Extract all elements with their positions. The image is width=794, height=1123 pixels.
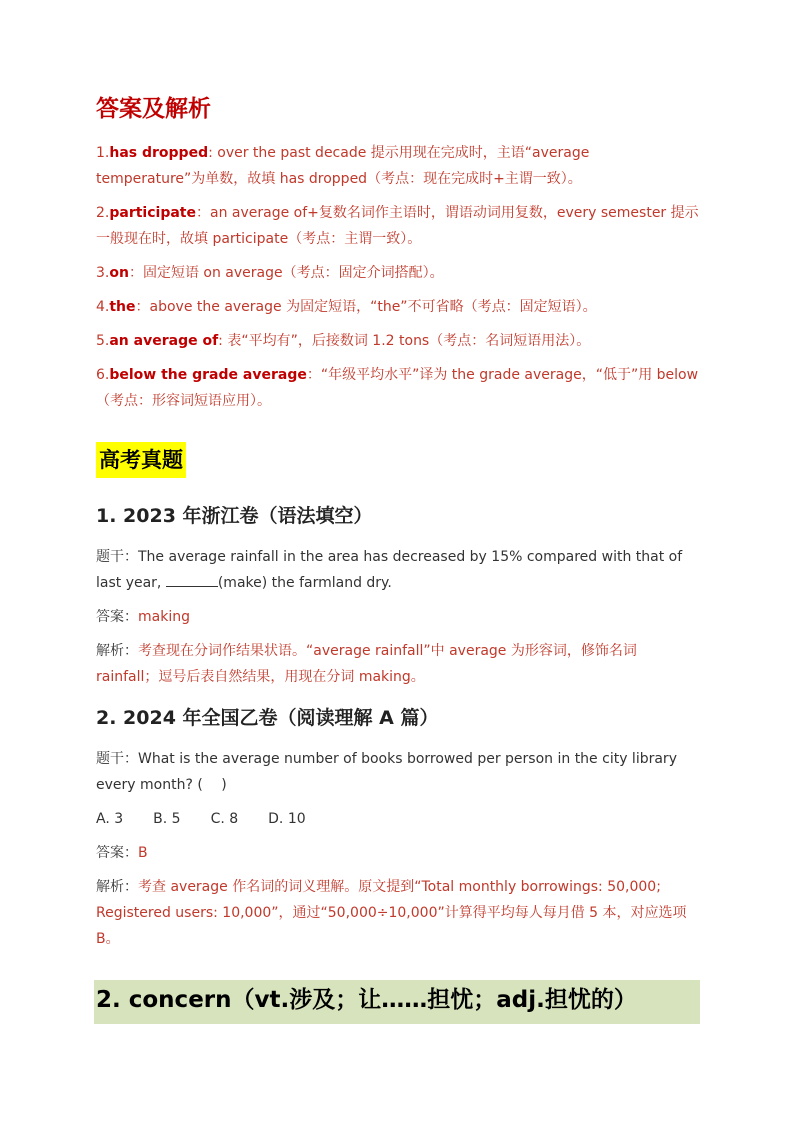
answer-item-1: 1.has dropped: over the past decade 提示用现在完成时，主语“average temperature”为单数，故填 has dropped（考点：现在完成时+主谓一致）。 xyxy=(96,145,590,187)
answer-item-2: 2.participate：an average of+复数名词作主语时，谓语动词用复数，every semester 提示一般现在时，故填 participate（考点：主谓一致）。 xyxy=(96,205,699,247)
question-2-analysis: 解析：考查 average 作名词的词义理解。原文提到“Total monthly borrowings: 50,000; Registered users: 10,000”，通过“50,000÷10,000”计算得平均每人每月借 5 本，对应选项 B。 xyxy=(96,879,687,947)
section-title: 高考真题 xyxy=(96,442,186,478)
answer-item-3: 3.on：固定短语 on average（考点：固定介词搭配）。 xyxy=(96,265,444,281)
question-1-title: 1. 2023 年浙江卷（语法填空） xyxy=(96,505,373,527)
answer-blank xyxy=(166,572,218,587)
choice-c: C. 8 xyxy=(210,811,239,827)
content xyxy=(96,92,700,960)
answer-item-5: 5.an average of: 表“平均有”，后接数词 1.2 tons（考点：名词短语用法）。 xyxy=(96,333,591,349)
choice-d: D. 10 xyxy=(268,811,306,827)
choice-b: B. 5 xyxy=(153,811,181,827)
question-1-stem: 题干：The average rainfall in the area has decreased by 15% compared with that of last year, (make) the farmland dry. xyxy=(96,549,683,591)
question-2-answer: 答案：B xyxy=(96,845,148,861)
answers-heading: 答案及解析 xyxy=(96,96,211,122)
next-section-heading-text: 2. concern（vt.涉及；让……担忧；adj.担忧的） xyxy=(96,987,637,1013)
answer-list xyxy=(96,140,700,414)
question-2-stem: 题干：What is the average number of books borrowed per person in the city library every month? ( ) xyxy=(96,751,677,793)
question-2-choices xyxy=(96,806,700,832)
question-1-analysis: 解析：考查现在分词作结果状语。“average rainfall”中 average 为形容词，修饰名词 rainfall；逗号后表自然结果，用现在分词 making。 xyxy=(96,643,637,685)
answer-item-4: 4.the：above the average 为固定短语，“the”不可省略（考点：固定短语）。 xyxy=(96,299,597,315)
question-2-title: 2. 2024 年全国乙卷（阅读理解 A 篇） xyxy=(96,707,439,729)
answer-item-6: 6.below the grade average：“年级平均水平”译为 the grade average，“低于”用 below（考点：形容词短语应用）。 xyxy=(96,367,699,409)
choice-a: A. 3 xyxy=(96,811,124,827)
next-section-heading xyxy=(94,980,700,1024)
question-1-answer: 答案：making xyxy=(96,609,190,625)
